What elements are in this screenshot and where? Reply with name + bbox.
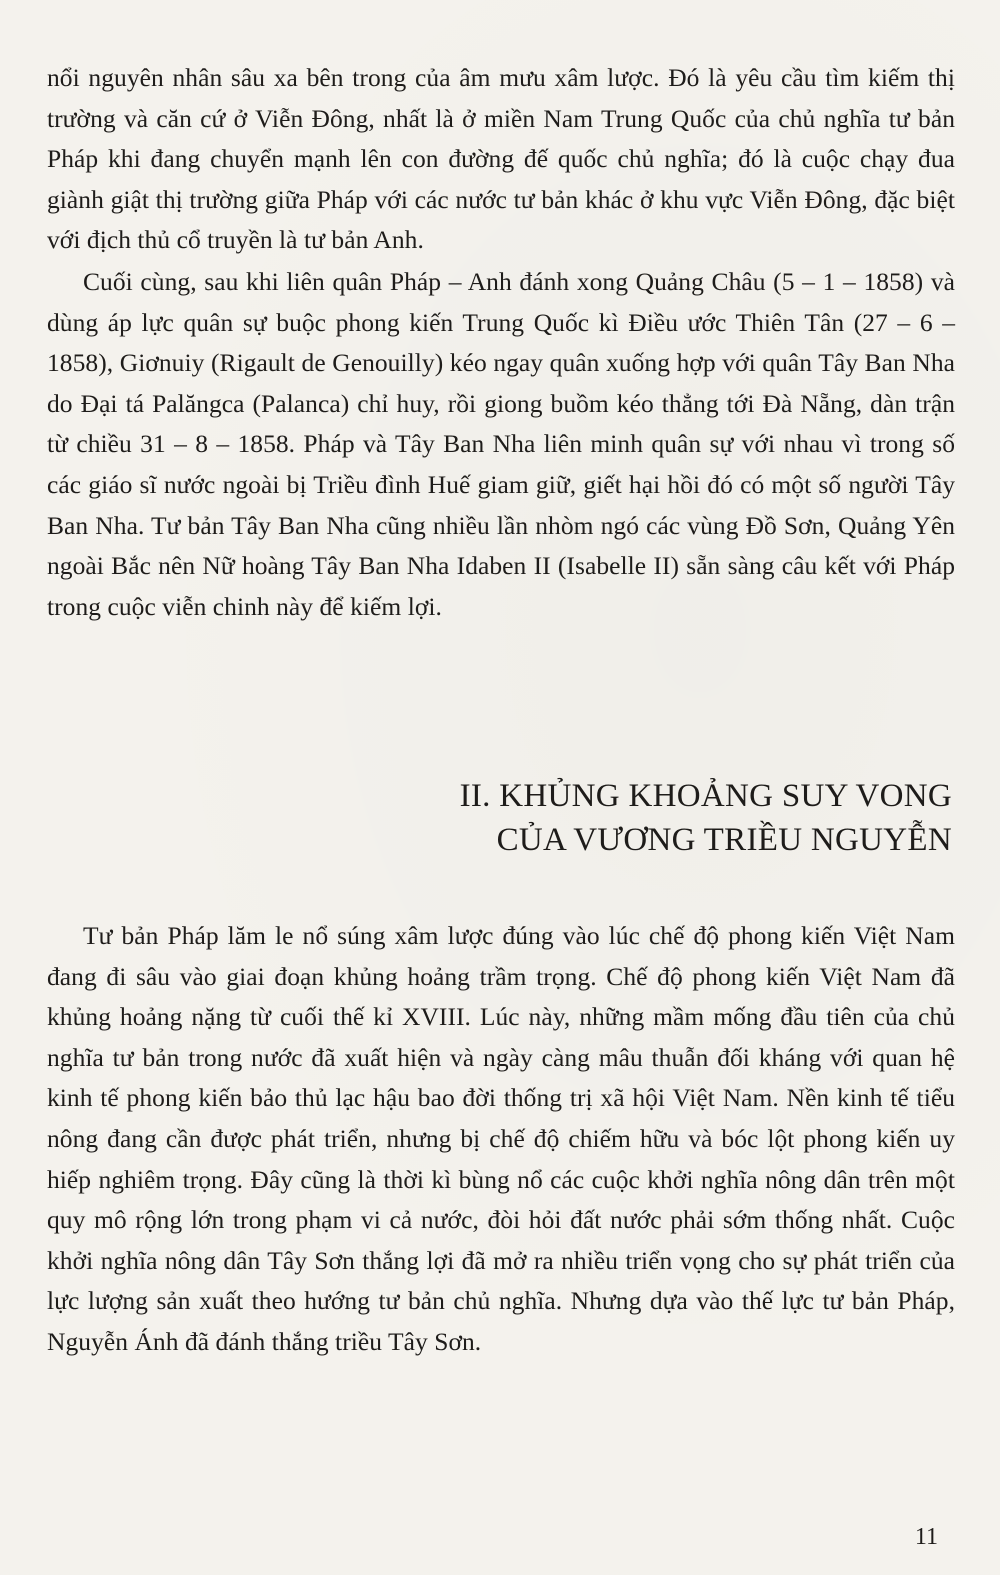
paragraph-crisis: Tư bản Pháp lăm le nổ súng xâm lược đúng vào lúc chế độ phong kiến Việt Nam đang đi sâu vào giai đoạn khủng hoảng trầm trọng. Chế độ phong kiến Việt Nam đã khủng hoảng nặng từ cuối thế kỉ XVIII. Lúc này, những mầm mống đầu tiên của chủ nghĩa tư bản trong nước đã xuất hiện và ngày càng mâu thuẫn đối kháng với quan hệ kinh tế phong kiến bảo thủ lạc hậu bao đời thống trị xã hội Việt Nam. Nền kinh tế tiểu nông đang cần được phát triển, nhưng bị chế độ chiếm hữu và bóc lột phong kiến uy hiếp nghiêm trọng. Đây cũng là thời kì bùng nổ các cuộc khởi nghĩa nông dân trên một quy mô rộng lớn trong phạm vi cả nước, đòi hỏi đất nước phải sớm thống nhất. Cuộc khởi nghĩa nông dân Tây Sơn thắng lợi đã mở ra nhiều triển vọng cho sự phát triển của lực lượng sản xuất theo hướng tư bản chủ nghĩa. Nhưng dựa vào thế lực tư bản Pháp, Nguyễn Ánh đã đánh thắng triều Tây Sơn. [47,921,955,1356]
section-heading [352,774,952,862]
section-heading-line-1: II. KHỦNG KHOẢNG SUY VONG [459,778,952,814]
section-heading-line-2: CỦA VƯƠNG TRIỀU NGUYỄN [496,822,952,858]
page-number: 11 [914,1524,938,1550]
paragraph-invasion: Cuối cùng, sau khi liên quân Pháp – Anh đánh xong Quảng Châu (5 – 1 – 1858) và dùng áp lực quân sự buộc phong kiến Trung Quốc kì Điều ước Thiên Tân (27 – 6 – 1858), Giơnuiy (Rigault de Genouilly) kéo ngay quân xuống hợp với quân Tây Ban Nha do Đại tá Palăngca (Palanca) chỉ huy, rồi giong buồm kéo thẳng tới Đà Nẵng, dàn trận từ chiều 31 – 8 – 1858. Pháp và Tây Ban Nha liên minh quân sự với nhau vì trong số các giáo sĩ nước ngoài bị Triều đình Huế giam giữ, giết hại hồi đó có một số người Tây Ban Nha. Tư bản Tây Ban Nha cũng nhiều lần nhòm ngó các vùng Đồ Sơn, Quảng Yên ngoài Bắc nên Nữ hoàng Tây Ban Nha Idaben II (Isabelle II) sẵn sàng câu kết với Pháp trong cuộc viễn chinh này để kiếm lợi. [47,267,955,621]
paragraph-continuation: nổi nguyên nhân sâu xa bên trong của âm mưu xâm lược. Đó là yêu cầu tìm kiếm thị trường và căn cứ ở Viễn Đông, nhất là ở miền Nam Trung Quốc của chủ nghĩa tư bản Pháp khi đang chuyển mạnh lên con đường đế quốc chủ nghĩa; đó là cuộc chạy đua giành giật thị trường giữa Pháp với các nước tư bản khác ở khu vực Viễn Đông, đặc biệt với địch thủ cổ truyền là tư bản Anh. [47,63,955,255]
